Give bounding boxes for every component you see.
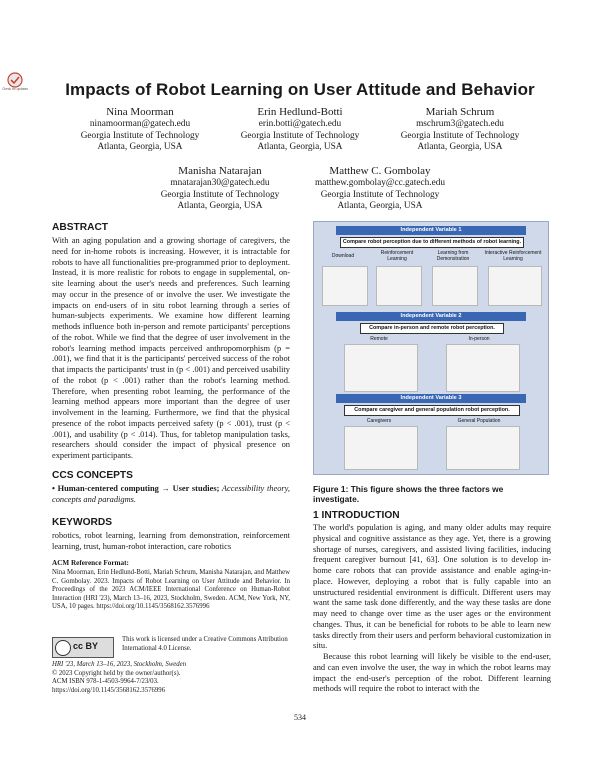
author-email[interactable]: mnatarajan30@gatech.edu <box>170 178 270 188</box>
author-email[interactable]: mschrum3@gatech.edu <box>416 119 504 129</box>
cc-badge-label: cc BY <box>73 641 99 651</box>
in-person-image <box>446 344 520 392</box>
author-affiliation: Georgia Institute of Technology <box>80 130 200 141</box>
author-email[interactable]: erin.botti@gatech.edu <box>258 119 342 129</box>
check-for-updates-badge[interactable] <box>4 72 26 98</box>
author-block <box>365 105 555 154</box>
license-text: This work is licensed under a Creative Commons Attribution International 4.0 License. <box>122 636 288 652</box>
iv3-title: Independent Variable 3 <box>336 394 526 403</box>
author-email[interactable]: ninamoorman@gatech.edu <box>89 119 191 129</box>
author-name: Mariah Schrum <box>425 106 495 118</box>
iv2-label: In-person <box>468 336 490 342</box>
author-affiliation: Georgia Institute of Technology <box>160 189 280 200</box>
ccs-concept-detail: Accessibility theory, concepts and paradigms. <box>52 484 290 504</box>
keywords-heading: KEYWORDS <box>52 517 112 528</box>
author-affiliation: Georgia Institute of Technology <box>320 189 440 200</box>
footnote-isbn: ACM ISBN 978-1-4503-9964-7/23/03. <box>52 678 159 686</box>
introduction-heading: 1 INTRODUCTION <box>313 510 400 521</box>
caregivers-image <box>344 426 418 470</box>
author-location: Atlanta, Georgia, USA <box>417 142 503 153</box>
intro-paragraph: The world's population is aging, and many older adults may require physical and cognitive assistance as they age. Yet, there is a growing shortage of nurses, caregivers, and assisted living facilities, inducing frequent caregiver burnout [41, 63]. One solution is to develop in-home care robots that can provide assistance and enable aging-in-place. However, deploying a robot that is fully capable into an unstructured residential environment is difficult. Different users may want the same task done differently, and the way these tasks are done may need to change over time as the user ages or the environment changes. Thus, it can be beneficial for robots to be able to learn new tasks directly from their users and perform behavioral customization in situ. <box>313 523 551 651</box>
irl-image <box>488 266 542 306</box>
download-image <box>322 266 368 306</box>
author-name: Erin Hedlund-Botti <box>257 106 343 118</box>
author-location: Atlanta, Georgia, USA <box>337 201 423 212</box>
lfd-image <box>432 266 478 306</box>
iv3-description: Compare caregiver and general population robot perception. <box>344 405 520 416</box>
footnote-copyright: © 2023 Copyright held by the owner/author(s). <box>52 669 181 677</box>
author-name: Matthew C. Gombolay <box>329 165 431 177</box>
remote-image <box>344 344 418 392</box>
figure-1 <box>313 221 549 475</box>
rl-image <box>376 266 422 306</box>
reference-heading: ACM Reference Format: <box>52 559 129 567</box>
keywords-text: robotics, robot learning, learning from demonstration, reinforcement learning, trust, human-robot interaction, care robotics <box>52 531 290 551</box>
iv1-label: Reinforcement Learning <box>380 250 414 262</box>
iv2-title: Independent Variable 2 <box>336 312 526 321</box>
footnote-doi[interactable]: https://doi.org/10.1145/3568162.3576996 <box>52 686 166 694</box>
paper-title: Impacts of Robot Learning on User Attitude and Behavior <box>65 80 535 99</box>
abstract-heading: ABSTRACT <box>52 222 109 233</box>
page-number: 534 <box>294 713 306 722</box>
cc-license-badge[interactable] <box>52 637 114 658</box>
abstract-text: With an aging population and a growing shortage of caregivers, the need for in-home robots is increasing. However, it is intractable for robots to have all functionalities pre-programmed prior to deployment. Instead, it is more realistic for robots to engage in supplemental, on-site learning about the user's needs and preferences. Such learning may occur in the presence of or involve the user. We investigate the impacts on end-users of in situ robot learning through a series of human-subjects experiments. We examine how different learning methods influence both in-person and remote participants' perceptions of the robot. While we find that the degree of user involvement in the robot's learning method impacts perceived anthropomorphism (p = .001), we find that it is the participants' perceived success of the robot that impacts the participants' trust in (p < .001) and perceived usability of the robot (p < .001) rather than the robot's learning method. Therefore, when presenting robot learning, the performance of the learning method appears more important than the degree of user involvement in the learning. Furthermore, we find that the physical presence of the robot impacts perceived safety (p < .001), trust (p < .001), and usability (p < .014). Thus, for tabletop manipulation tasks, researchers should consider the impact of physical presence on experiment participants. <box>52 236 290 460</box>
iv2-description: Compare in-person and remote robot perception. <box>360 323 504 334</box>
author-block <box>285 164 475 213</box>
author-location: Atlanta, Georgia, USA <box>97 142 183 153</box>
iv1-description: Compare robot perception due to different methods of robot learning. <box>340 237 524 248</box>
general-population-image <box>446 426 520 470</box>
ccs-concept: • Human-centered computing → User studies; <box>52 484 220 493</box>
iv2-label: Remote <box>370 336 388 342</box>
iv1-title: Independent Variable 1 <box>336 226 526 235</box>
author-location: Atlanta, Georgia, USA <box>177 201 263 212</box>
update-ribbon-icon <box>4 72 26 98</box>
author-location: Atlanta, Georgia, USA <box>257 142 343 153</box>
cc-icon <box>55 640 71 656</box>
author-affiliation: Georgia Institute of Technology <box>400 130 520 141</box>
author-name: Manisha Natarajan <box>178 165 262 177</box>
iv1-label: Download <box>331 253 355 259</box>
reference-text: Nina Moorman, Erin Hedlund-Botti, Mariah Schrum, Manisha Natarajan, and Matthew C. Gombolay. 2023. Impacts of Robot Learning on User Attitude and Behavior. In Proceedings of the 2023 ACM/IEEE International Conference on Human-Robot Interaction (HRI '23), March 13–16, 2023, Stockholm, Sweden. ACM, New York, NY, USA, 10 pages. https://doi.org/10.1145/3568162.3576996 <box>52 569 290 611</box>
figure-caption: Figure 1: This figure shows the three factors we investigate. <box>313 484 504 504</box>
check-for-updates-label: Check for updates <box>2 87 28 91</box>
iv3-label: Caregivers <box>366 418 392 424</box>
ccs-body <box>52 484 290 506</box>
iv3-label: General Population <box>457 418 501 424</box>
ccs-heading: CCS CONCEPTS <box>52 470 133 481</box>
introduction-body <box>313 523 551 695</box>
iv1-label: Learning from Demonstration <box>436 250 470 262</box>
iv1-label: Interactive Reinforcement Learning <box>484 250 542 262</box>
author-email[interactable]: matthew.gombolay@cc.gatech.edu <box>314 178 446 188</box>
abstract-body <box>52 236 290 462</box>
footnote-venue: HRI '23, March 13–16, 2023, Stockholm, Sweden <box>52 661 187 668</box>
author-affiliation: Georgia Institute of Technology <box>240 130 360 141</box>
intro-paragraph: Because this robot learning will likely be visible to the end-user, and can even involve the user, the way in which the robot learns may impact the end-user's perception of the robot. Different learning methods will require the robot to interact with the <box>313 652 551 694</box>
author-name: Nina Moorman <box>106 106 174 118</box>
